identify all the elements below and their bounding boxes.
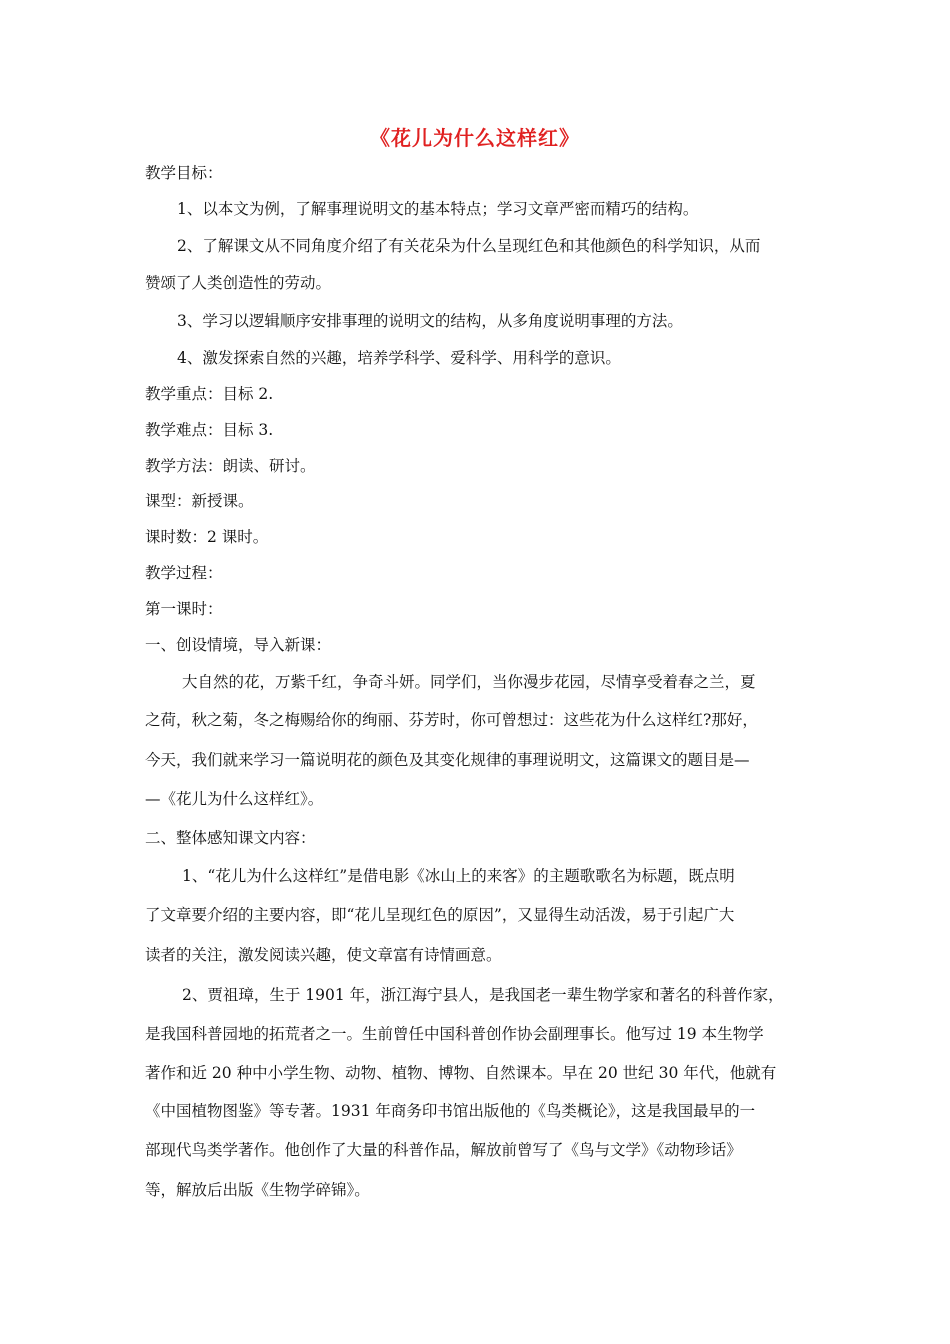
text-line: 赞颂了人类创造性的劳动。	[145, 274, 332, 292]
text-line: 教学重点：目标 2.	[145, 385, 274, 403]
text-line: 《中国植物图鉴》等专著。1931 年商务印书馆出版他的《鸟类概论》，这是我国最早的一	[145, 1102, 756, 1120]
text-line: 教学过程：	[145, 564, 223, 582]
text-line: 第一课时：	[145, 600, 223, 618]
text-line: 4、激发探索自然的兴趣，培养学科学、爱科学、用科学的意识。	[177, 349, 621, 367]
document-title: 《花儿为什么这样红》	[370, 126, 580, 150]
text-line: 1、“花儿为什么这样红”是借电影《冰山上的来客》的主题歌歌名为标题，既点明	[182, 867, 735, 885]
text-line: —《花儿为什么这样红》。	[145, 790, 324, 808]
text-line: 教学目标：	[145, 164, 223, 182]
text-line: 教学难点：目标 3.	[145, 421, 274, 439]
text-line: 是我国科普园地的拓荒者之一。生前曾任中国科普创作协会副理事长。他写过 19 本生物学	[145, 1025, 764, 1043]
text-line: 之荷，秋之菊，冬之梅赐给你的绚丽、芬芳时，你可曾想过：这些花为什么这样红?那好，	[145, 711, 758, 729]
text-line: 读者的关注，激发阅读兴趣，使文章富有诗情画意。	[145, 946, 502, 964]
text-line: 2、贾祖璋，生于 1901 年，浙江海宁县人，是我国老一辈生物学家和著名的科普作家，	[182, 986, 784, 1004]
text-line: 了文章要介绍的主要内容，即“花儿呈现红色的原因”，又显得生动活泼，易于引起广大	[145, 906, 735, 924]
text-line: 课型：新授课。	[145, 492, 254, 510]
text-line: 一、创设情境，导入新课：	[145, 636, 332, 654]
text-line: 二、整体感知课文内容：	[145, 829, 316, 847]
text-line: 今天，我们就来学习一篇说明花的颜色及其变化规律的事理说明文，这篇课文的题目是—	[145, 751, 750, 769]
text-line: 教学方法：朗读、研讨。	[145, 457, 316, 475]
text-line: 1、以本文为例，了解事理说明文的基本特点；学习文章严密而精巧的结构。	[177, 200, 699, 218]
text-line: 部现代鸟类学著作。他创作了大量的科普作品，解放前曾写了《鸟与文学》《动物珍话》	[145, 1141, 742, 1159]
text-line: 3、学习以逻辑顺序安排事理的说明文的结构，从多角度说明事理的方法。	[177, 312, 683, 330]
text-line: 课时数：2 课时。	[145, 528, 269, 546]
text-line: 2、了解课文从不同角度介绍了有关花朵为什么呈现红色和其他颜色的科学知识，从而	[177, 237, 761, 255]
text-line: 著作和近 20 种中小学生物、动物、植物、博物、自然课本。早在 20 世纪 30 年代，他就有	[145, 1064, 777, 1082]
text-line: 等，解放后出版《生物学碎锦》。	[145, 1181, 370, 1199]
text-line: 大自然的花，万紫千红，争奇斗妍。同学们，当你漫步花园，尽情享受着春之兰，夏	[182, 673, 756, 691]
